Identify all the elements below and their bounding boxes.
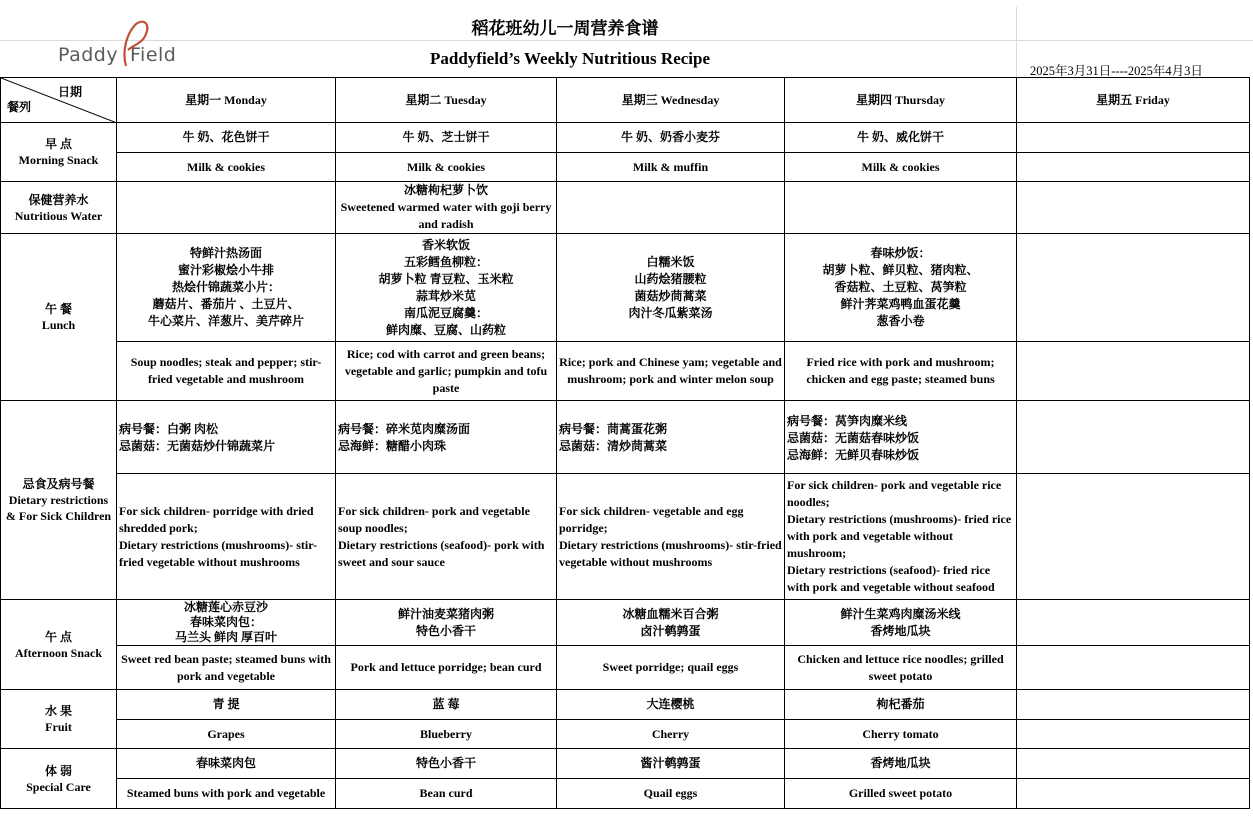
cell-line: 忌菌菇：清炒茼蒿菜 — [559, 439, 668, 453]
meal-label-en: Lunch — [41, 318, 76, 332]
afternoon-zh-cell — [336, 600, 557, 646]
water-row — [1, 182, 1250, 234]
cell-line: 山药烩猪腰粒 — [634, 271, 707, 286]
morning-en-cell: Milk & cookies — [336, 153, 557, 182]
meal-label-en: Special Care — [26, 779, 91, 794]
meal-label-fruit — [1, 690, 117, 749]
water-cell — [117, 182, 336, 234]
fruit-zh-cell: 青 提 — [117, 690, 336, 720]
morning-en-cell: Milk & muffin — [557, 153, 785, 182]
menu-table — [0, 77, 1250, 809]
morning-zh-cell: 牛 奶、奶香小麦芬 — [557, 123, 785, 153]
meal-label-en: Nutritious Water — [14, 208, 103, 223]
lunch-zh-cell — [117, 234, 336, 342]
morning-zh-row — [1, 123, 1250, 153]
afternoon-zh-cell — [785, 600, 1017, 646]
afternoon-zh-row — [1, 600, 1250, 646]
paddyfield-logo — [56, 16, 176, 72]
special-zh-cell: 春味菜肉包 — [117, 749, 336, 779]
meal-label-lunch — [1, 234, 117, 401]
lunch-zh-cell — [336, 234, 557, 342]
morning-zh-cell — [1017, 123, 1250, 153]
dietary-zh-cell — [557, 401, 785, 474]
fruit-en-cell — [1017, 720, 1250, 749]
meal-label-en: Afternoon Snack — [14, 645, 102, 660]
cell-line: 忌海鲜：糖醋小肉珠 — [338, 439, 447, 453]
afternoon-en-cell: Sweet porridge; quail eggs — [557, 646, 785, 690]
cell-line: Dietary restrictions (mushrooms)- stir-fried vegetable without mushrooms — [559, 537, 782, 569]
cell-line: Dietary restrictions (seafood)- pork with sweet and sour sauce — [338, 537, 545, 569]
dietary-en-row — [1, 474, 1250, 600]
corner-cell — [1, 78, 117, 123]
date-range: 2025年3月31日----2025年4月3日 — [1030, 64, 1203, 78]
meal-label-morning — [1, 123, 117, 182]
water-cell — [557, 182, 785, 234]
special-en-cell: Grilled sweet potato — [785, 779, 1017, 809]
cell-line: 白糯米饭 — [646, 254, 695, 269]
cell-line: 马兰头 鲜肉 厚百叶 — [174, 630, 277, 644]
special-en-cell: Quail eggs — [557, 779, 785, 809]
dietary-en-cell — [336, 474, 557, 600]
dietary-zh-cell — [1017, 401, 1250, 474]
meal-label-water — [1, 182, 117, 234]
corner-meal-label: 餐列 — [7, 100, 32, 114]
morning-en-cell: Milk & cookies — [785, 153, 1017, 182]
special-zh-row — [1, 749, 1250, 779]
cell-line: 病号餐：茼蒿蛋花粥 — [559, 422, 668, 436]
cell-line: 胡萝卜粒 青豆粒、玉米粒 — [378, 271, 514, 286]
cell-line: 菌菇炒茼蒿菜 — [634, 288, 707, 303]
afternoon-en-cell: Chicken and lettuce rice noodles; grilled sweet potato — [785, 646, 1017, 690]
afternoon-zh-cell — [117, 600, 336, 646]
cell-line: 病号餐：碎米苋肉糜汤面 — [338, 422, 471, 436]
cell-line: 卤汁鹌鹑蛋 — [640, 623, 701, 638]
fruit-en-cell: Cherry tomato — [785, 720, 1017, 749]
fruit-en-cell: Cherry — [557, 720, 785, 749]
cell-line: 忌菌菇：无菌菇炒什锦蔬菜片 — [119, 439, 276, 453]
day-header-thursday: 星期四 Thursday — [785, 78, 1017, 123]
morning-zh-cell: 牛 奶、花色饼干 — [117, 123, 336, 153]
dietary-zh-cell — [336, 401, 557, 474]
cell-line: For sick children- pork and vegetable rice noodles; — [787, 478, 1002, 509]
fruit-zh-cell: 大连樱桃 — [557, 690, 785, 720]
fruit-en-row — [1, 720, 1250, 749]
cell-line: 热烩什锦蔬菜小片： — [171, 280, 280, 294]
lunch-en-cell: Soup noodles; steak and pepper; stir-fried vegetable and mushroom — [117, 342, 336, 401]
morning-en-cell — [1017, 153, 1250, 182]
cell-line: 香烤地瓜块 — [870, 623, 931, 638]
cell-line: 鲜汁生菜鸡肉糜汤米线 — [840, 606, 961, 621]
meal-label-zh: 早 点 — [44, 137, 72, 151]
afternoon-en-row — [1, 646, 1250, 690]
lunch-en-cell: Rice; pork and Chinese yam; vegetable and mushroom; pork and winter melon soup — [557, 342, 785, 401]
special-en-cell: Bean curd — [336, 779, 557, 809]
water-zh: 冰糖枸杞萝卜饮 — [403, 183, 488, 197]
dietary-zh-row — [1, 401, 1250, 474]
lunch-en-cell: Rice; cod with carrot and green beans; vegetable and garlic; pumpkin and tofu paste — [336, 342, 557, 401]
cell-line: 春味菜肉包： — [189, 615, 262, 629]
morning-zh-cell: 牛 奶、芝士饼干 — [336, 123, 557, 153]
logo-text-right: Field — [130, 44, 177, 66]
day-header-wednesday: 星期三 Wednesday — [557, 78, 785, 123]
fruit-en-cell: Grapes — [117, 720, 336, 749]
cell-line: For sick children- porridge with dried shredded pork; — [119, 503, 314, 535]
morning-en-cell: Milk & cookies — [117, 153, 336, 182]
special-en-cell: Steamed buns with pork and vegetable — [117, 779, 336, 809]
afternoon-zh-cell — [557, 600, 785, 646]
page-title-en: Paddyfield’s Weekly Nutritious Recipe — [429, 49, 711, 68]
day-header-friday: 星期五 Friday — [1017, 78, 1250, 123]
meal-label-special — [1, 749, 117, 809]
water-en: Sweetened warmed water with goji berry and radish — [340, 200, 552, 231]
cell-line: 病号餐：莴笋肉糜米线 — [787, 414, 908, 428]
lunch-zh-cell — [557, 234, 785, 342]
cell-line: 特鲜汁热汤面 — [189, 246, 262, 260]
meal-label-dietary — [1, 401, 117, 600]
cell-line: 胡萝卜粒、鲜贝粒、猪肉粒、 — [822, 263, 979, 277]
special-en-row — [1, 779, 1250, 809]
meal-label-zh: 午 餐 — [44, 302, 72, 316]
gridline — [1016, 7, 1017, 77]
day-header-tuesday: 星期二 Tuesday — [336, 78, 557, 123]
cell-line: 冰糖莲心赤豆沙 — [183, 600, 268, 614]
cell-line: 冰糖血糯米百合粥 — [622, 606, 719, 621]
special-zh-cell: 香烤地瓜块 — [785, 749, 1017, 779]
morning-zh-cell: 牛 奶、威化饼干 — [785, 123, 1017, 153]
corner-date-label: 日期 — [57, 85, 82, 99]
cell-line: 香菇粒、土豆粒、莴笋粒 — [834, 280, 967, 294]
dietary-zh-cell — [785, 401, 1017, 474]
cell-line: 香米软饭 — [421, 237, 470, 252]
page-title-zh: 稻花班幼儿一周营养食谱 — [471, 19, 659, 38]
cell-line: 南瓜泥豆腐羹： — [403, 305, 488, 320]
cell-line: 春味炒饭： — [870, 246, 931, 260]
water-cell — [336, 182, 557, 234]
special-zh-cell: 酱汁鹌鹑蛋 — [557, 749, 785, 779]
lunch-zh-cell — [1017, 234, 1250, 342]
meal-label-zh: 体 弱 — [44, 763, 72, 778]
morning-en-row — [1, 153, 1250, 182]
fruit-zh-cell — [1017, 690, 1250, 720]
meal-label-en: Fruit — [45, 720, 72, 734]
cell-line: For sick children- pork and vegetable soup noodles; — [338, 503, 530, 535]
special-zh-cell: 特色小香干 — [336, 749, 557, 779]
cell-line: 肉汁冬瓜紫菜汤 — [628, 305, 713, 320]
fruit-en-cell: Blueberry — [336, 720, 557, 749]
fruit-zh-cell: 蓝 莓 — [336, 690, 557, 720]
meal-label-afternoon — [1, 600, 117, 690]
cell-line: 蒜茸炒米苋 — [415, 288, 476, 303]
fruit-zh-cell: 枸杞番茄 — [785, 690, 1017, 720]
cell-line: 牛心菜片、洋葱片、美芹碎片 — [147, 314, 304, 328]
cell-line: 病号餐：白粥 肉松 — [119, 422, 219, 436]
special-zh-cell — [1017, 749, 1250, 779]
meal-label-en: Morning Snack — [18, 153, 99, 167]
lunch-zh-row — [1, 234, 1250, 342]
meal-label-zh: 保健营养水 — [28, 192, 89, 207]
meal-label-zh: 忌食及病号餐 — [22, 477, 95, 491]
fruit-zh-row — [1, 690, 1250, 720]
dietary-en-cell — [1017, 474, 1250, 600]
dietary-zh-cell — [117, 401, 336, 474]
water-cell — [785, 182, 1017, 234]
dietary-en-cell — [785, 474, 1017, 600]
afternoon-en-cell: Sweet red bean paste; steamed buns with pork and vegetable — [117, 646, 336, 690]
day-header-monday: 星期一 Monday — [117, 78, 336, 123]
cell-line: 鲜汁荠菜鸡鸭血蛋花羹 — [840, 297, 961, 311]
lunch-en-row — [1, 342, 1250, 401]
cell-line: 特色小香干 — [415, 623, 476, 638]
cell-line: 鲜汁油麦菜猪肉粥 — [397, 606, 494, 621]
dietary-en-cell — [557, 474, 785, 600]
meal-label-en: Dietary restrictions & For Sick Children — [5, 493, 112, 523]
header-row — [1, 78, 1250, 123]
cell-line: 蜜汁彩椒烩小牛排 — [177, 263, 274, 277]
gridline — [0, 40, 1253, 41]
water-cell — [1017, 182, 1250, 234]
cell-line: Dietary restrictions (seafood)- fried rice with pork and vegetable without seafood — [787, 563, 995, 594]
afternoon-zh-cell — [1017, 600, 1250, 646]
cell-line: 葱香小卷 — [876, 314, 925, 328]
cell-line: 忌菌菇：无菌菇春味炒饭 — [787, 431, 920, 445]
afternoon-en-cell: Pork and lettuce porridge; bean curd — [336, 646, 557, 690]
lunch-zh-cell — [785, 234, 1017, 342]
meal-label-zh: 午 点 — [44, 629, 72, 644]
dietary-en-cell — [117, 474, 336, 600]
special-en-cell — [1017, 779, 1250, 809]
cell-line: For sick children- vegetable and egg porridge; — [559, 503, 744, 535]
cell-line: 五彩鳕鱼柳粒： — [403, 254, 488, 269]
cell-line: Dietary restrictions (mushrooms)- stir-fried vegetable without mushrooms — [119, 537, 318, 569]
logo-text-left: Paddy — [58, 44, 119, 66]
lunch-en-cell: Fried rice with pork and mushroom; chicken and egg paste; steamed buns — [785, 342, 1017, 401]
cell-line: 蘑菇片、番茄片 、土豆片、 — [152, 297, 300, 311]
cell-line: Dietary restrictions (mushrooms)- fried rice with pork and vegetable without mushroom; — [787, 512, 1012, 560]
cell-line: 忌海鲜：无鲜贝春味炒饭 — [787, 448, 920, 462]
meal-label-zh: 水 果 — [44, 704, 72, 718]
lunch-en-cell — [1017, 342, 1250, 401]
cell-line: 鲜肉糜、豆腐、山药粒 — [385, 322, 506, 337]
afternoon-en-cell — [1017, 646, 1250, 690]
